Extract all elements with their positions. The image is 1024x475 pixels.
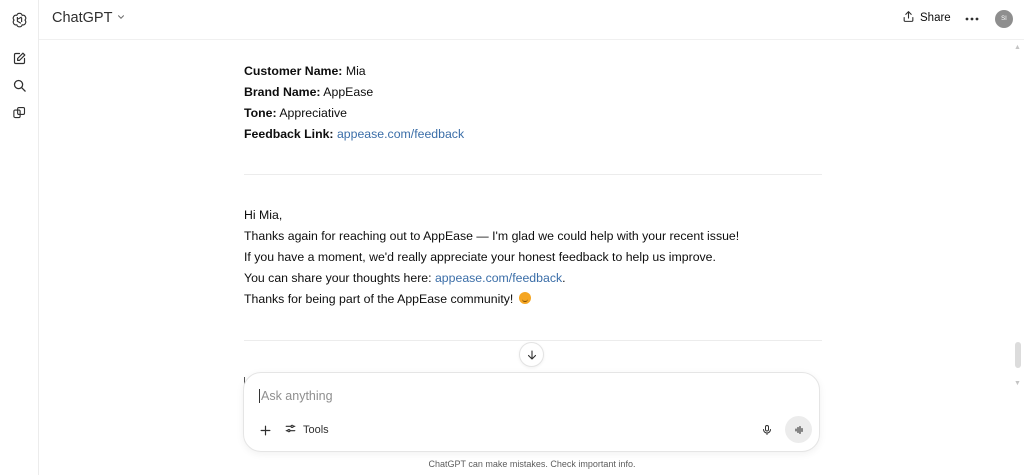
reply-line-3-prefix: You can share your thoughts here: — [244, 271, 435, 285]
section-divider-2 — [244, 340, 822, 341]
tone-label: Tone: — [244, 106, 277, 120]
new-chat-icon[interactable] — [10, 49, 28, 67]
ellipsis-icon — [965, 17, 979, 21]
share-button[interactable] — [902, 10, 951, 26]
customer-name-line — [244, 61, 824, 82]
add-attachment-button[interactable] — [256, 421, 274, 439]
reply-line-3 — [244, 268, 824, 289]
brand-name-value: AppEase — [323, 85, 374, 99]
reply-line-4 — [244, 289, 824, 310]
message-composer[interactable] — [243, 372, 820, 452]
feedback-link[interactable]: appease.com/feedback — [336, 127, 465, 141]
reply-line-1: Thanks again for reaching out to AppEase — I'm glad we could help with your recent issue! — [244, 229, 740, 243]
feedback-link-line — [244, 124, 824, 145]
voice-mode-button[interactable] — [785, 416, 812, 443]
reply-line-4-text: Thanks for being part of the AppEase community! — [244, 292, 514, 306]
sidebar-rail — [0, 0, 39, 475]
waveform-icon — [793, 424, 805, 436]
avatar[interactable]: SI — [995, 10, 1013, 28]
plus-icon — [259, 424, 272, 437]
smiling-face-emoji-icon — [519, 292, 531, 304]
openai-logo-icon[interactable] — [10, 10, 28, 28]
customer-name-value: Mia — [345, 64, 366, 78]
search-icon[interactable] — [10, 76, 28, 94]
customer-name-label: Customer Name: — [244, 64, 343, 78]
arrow-down-icon — [526, 349, 538, 361]
scrollbar-down-arrow[interactable]: ▼ — [1014, 380, 1021, 387]
more-options-button[interactable] — [964, 10, 980, 28]
scroll-to-bottom-button[interactable] — [519, 342, 544, 367]
feedback-link-label: Feedback Link: — [244, 127, 334, 141]
reply-line-2: If you have a moment, we'd really appreciate your honest feedback to help us improve. — [244, 250, 716, 264]
tone-line — [244, 103, 824, 124]
model-selector[interactable] — [52, 10, 126, 26]
prompt-input[interactable]: Ask anything — [261, 389, 333, 403]
tools-label: Tools — [303, 424, 329, 436]
library-icon[interactable] — [10, 103, 28, 121]
share-label: Share — [920, 12, 951, 24]
dictate-button[interactable] — [759, 421, 775, 439]
disclaimer-text: ChatGPT can make mistakes. Check important info. — [428, 459, 636, 469]
sliders-icon — [284, 422, 297, 438]
user-message — [244, 61, 824, 145]
model-name: ChatGPT — [52, 10, 113, 26]
brand-name-line — [244, 82, 824, 103]
chevron-down-icon — [116, 10, 126, 26]
share-icon — [902, 10, 915, 26]
scrollbar-up-arrow[interactable]: ▲ — [1014, 44, 1021, 51]
input-caret — [259, 389, 260, 403]
section-divider — [244, 174, 822, 175]
reply-feedback-link[interactable]: appease.com/feedback — [434, 271, 563, 285]
scrollbar-thumb[interactable] — [1015, 342, 1021, 368]
top-bar — [39, 0, 1024, 40]
assistant-message — [244, 205, 824, 310]
reply-line-3-suffix: . — [562, 271, 566, 285]
tools-button[interactable] — [284, 421, 329, 439]
tone-value: Appreciative — [279, 106, 347, 120]
reply-greeting: Hi Mia, — [244, 208, 283, 222]
microphone-icon — [761, 423, 773, 437]
brand-name-label: Brand Name: — [244, 85, 321, 99]
